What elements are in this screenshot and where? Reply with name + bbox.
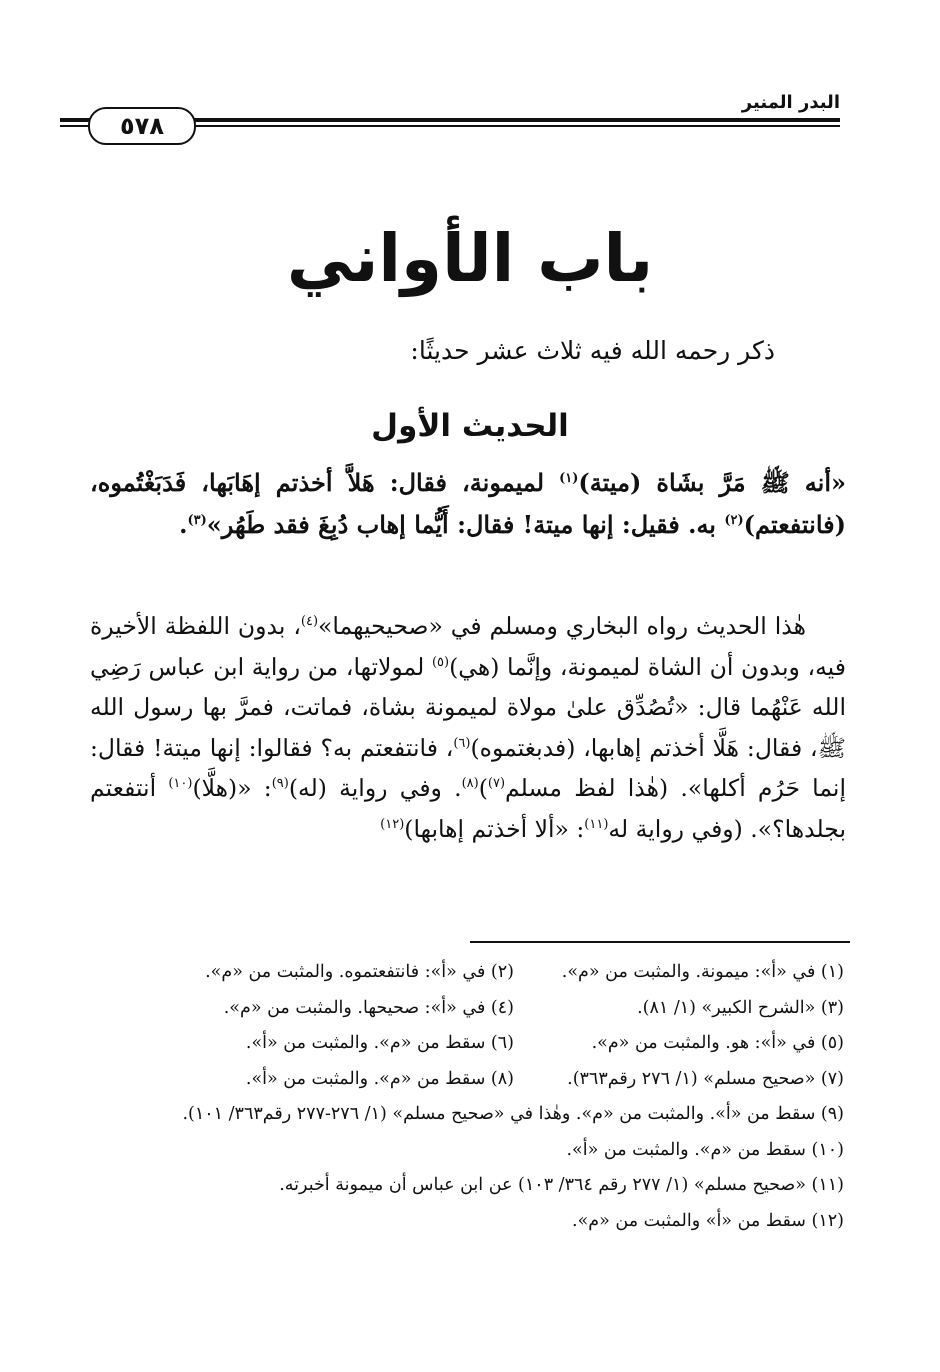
footnote-row [80, 991, 844, 1027]
hadith-segment: لميمونة، فقال: هَلاَّ أخذتم إهَابَها، فَدَبَغْتُموه، (فانتفعتم) [90, 468, 846, 539]
footnote-9: (٩) سقط من «أ». والمثبت من «م». وهٰذا في «صحيح مسلم» (١/ ٢٧٦-٢٧٧ رقم٣٦٣/ ١٠١). [182, 1104, 844, 1124]
footnote-8: (٨) سقط من «م». والمثبت من «أ». [245, 1068, 514, 1089]
footnote-11: (١١) «صحيح مسلم» (١/ ٢٧٧ رقم ٣٦٤/ ١٠٣) عن ابن عباس أن ميمونة أخبرته. [279, 1175, 844, 1195]
intro-line: ذكر رحمه الله فيه ثلاث عشر حديثًا: [410, 336, 775, 365]
footnote-separator [470, 941, 850, 943]
hadith-text [90, 462, 846, 546]
footnote-10: (١٠) سقط من «م». والمثبت من «أ». [566, 1139, 844, 1160]
footnote-row [80, 1026, 844, 1062]
footnote-ref[interactable]: (١٢) [380, 816, 405, 832]
commentary-segment: : «(هلَّا) [192, 774, 272, 802]
footnotes [80, 955, 844, 1239]
chapter-title: باب الأواني [286, 220, 654, 297]
commentary-segment: أنتفعتم بجلدها؟». (وفي رواية له [90, 774, 846, 843]
book-title: البدر المنير [741, 92, 840, 113]
footnote-7: (٧) «صحيح مسلم» (١/ ٢٧٦ رقم٣٦٣). [567, 1068, 844, 1089]
footnote-ref[interactable]: (٥) [431, 654, 450, 670]
commentary-segment: لمولاتها، من رواية ابن عباس رَضِي الله عَنْهُما قال: «تُصُدِّق علىٰ مولاة لميمونة بشاة، فماتت، فمرَّ بها رسول الله ﷺ، فقال: هَلَّا أخذتم إهابها، (فدبغتموه) [90, 652, 846, 762]
commentary-segment: ، بدون اللفظة الأخيرة فيه، وبدون أن الشاة لميمونة، وإنَّما (هي) [90, 612, 846, 681]
commentary-segment: ) [478, 774, 488, 802]
footnote-3: (٣) «الشرح الكبير» (١/ ٨١). [637, 997, 844, 1018]
commentary-paragraph [90, 606, 846, 849]
page-number: ٥٧٨ [88, 107, 196, 145]
footnote-ref[interactable]: (٤) [300, 614, 319, 630]
commentary-segment: هٰذا الحديث رواه البخاري ومسلم في «صحيحيهما» [318, 612, 806, 640]
footnote-12: (١٢) سقط من «أ» والمثبت من «م». [572, 1210, 844, 1231]
footnote-4: (٤) في «أ»: صحيحها. والمثبت من «م». [223, 997, 514, 1018]
footnote-ref[interactable]: (١) [559, 471, 579, 486]
footnote-ref[interactable]: (٦) [453, 735, 471, 751]
footnote-ref[interactable]: (٨) [461, 776, 479, 792]
commentary-segment: ، فانتفعتم به؟ فقالوا: إنها ميتة! فقال: إنما حَرُم أكلها». (هٰذا لفظ مسلم [90, 733, 846, 802]
footnote-1: (١) في «أ»: ميمونة. والمثبت من «م». [561, 962, 844, 982]
hadith-segment: به. فقيل: إنها ميتة! فقال: أَيُّما إهاب دُبِغَ فقد طَهُر» [206, 510, 725, 539]
hadith-segment: «أنه ﷺ مَرَّ بشَاة (ميتة) [578, 468, 846, 497]
footnote-ref[interactable]: (١٠) [168, 776, 193, 792]
footnote-ref[interactable]: (٩) [271, 776, 289, 792]
commentary-segment: : «ألا أخذتم إهابها) [404, 814, 585, 843]
footnote-ref[interactable]: (٢) [724, 513, 744, 528]
footnote-ref[interactable]: (٣) [187, 513, 207, 528]
footnote-2: (٢) في «أ»: فانتفعتموه. والمثبت من «م». [205, 962, 514, 982]
footnote-ref[interactable]: (١١) [584, 816, 609, 832]
footnote-ref[interactable]: (٧) [487, 776, 506, 792]
footnote-6: (٦) سقط من «م». والمثبت من «أ». [245, 1033, 514, 1053]
hadith-segment: . [179, 510, 188, 539]
hadith-heading: الحديث الأول [371, 408, 569, 444]
footnote-5: (٥) في «أ»: هو. والمثبت من «م». [591, 1033, 844, 1053]
footnote-row [80, 1062, 844, 1098]
commentary-segment: . وفي رواية (له) [288, 774, 462, 802]
footnote-row [80, 955, 844, 991]
